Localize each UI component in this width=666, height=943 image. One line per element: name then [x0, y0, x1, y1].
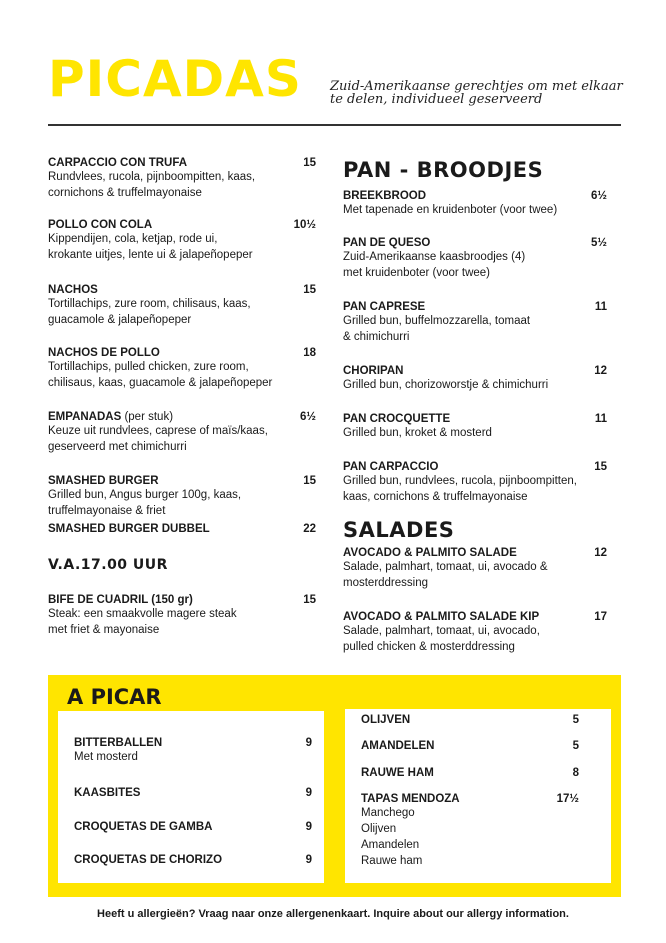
menu-item — [361, 714, 579, 726]
menu-subtitle: Zuid-Amerikaanse gerechtjes om met elkaar te delen, individueel geserveerd — [330, 79, 623, 107]
menu-item — [361, 767, 579, 779]
menu-item — [74, 821, 312, 833]
item-name: CARPACCIO CON TRUFA — [48, 157, 188, 169]
item-desc: Manchego — [361, 807, 415, 819]
item-desc: cornichons & truffelmayonaise — [48, 187, 202, 199]
menu-item — [48, 475, 316, 519]
picar-title: A PICAR — [67, 685, 162, 709]
picar-section — [48, 675, 621, 897]
menu-title: PICADAS — [48, 50, 302, 108]
item-desc: Tortillachips, zure room, chilisaus, kaas, — [48, 298, 251, 310]
item-desc: pulled chicken & mosterddressing — [343, 641, 515, 653]
item-desc: Grilled bun, Angus burger 100g, kaas, — [48, 489, 242, 501]
item-price: 5 — [572, 714, 579, 726]
item-name: EMPANADAS (per stuk) — [48, 411, 174, 423]
item-desc: kaas, cornichons & truffelmayonaise — [343, 491, 528, 503]
menu-item — [74, 787, 312, 799]
item-price: 9 — [305, 737, 312, 749]
salades-title: SALADES — [343, 518, 455, 542]
item-desc: guacamole & jalapeñopeper — [48, 314, 192, 326]
item-desc: Steak: een smaakvolle magere steak — [48, 608, 237, 620]
item-note: (per stuk) — [121, 411, 174, 423]
item-desc: Rauwe ham — [361, 855, 423, 867]
item-name: NACHOS — [48, 284, 98, 296]
item-desc: met friet & mayonaise — [48, 624, 160, 636]
menu-item — [74, 854, 312, 866]
item-price: 15 — [303, 594, 316, 606]
item-desc: Amandelen — [361, 839, 420, 851]
item-desc: Kippendijen, cola, ketjap, rode ui, — [48, 233, 218, 245]
broodjes-title: PAN - BROODJES — [343, 158, 544, 182]
item-name: SMASHED BURGER — [48, 475, 159, 487]
item-name: AVOCADO & PALMITO SALADE — [343, 547, 517, 559]
menu-item — [48, 411, 316, 455]
item-desc: Salade, palmhart, tomaat, ui, avocado, — [343, 625, 540, 637]
item-price: 9 — [305, 854, 312, 866]
item-desc: & chimichurri — [343, 331, 410, 343]
allergy-note: Heeft u allergieën? Vraag naar onze allergenenkaart. Inquire about our allergy information. — [97, 908, 569, 920]
menu-item — [343, 413, 607, 441]
item-name: PAN CARPACCIO — [343, 461, 439, 473]
item-desc: Grilled bun, kroket & mosterd — [343, 427, 492, 439]
item-name: BITTERBALLEN — [74, 737, 163, 749]
menu-item — [343, 461, 607, 505]
item-price: 17 — [594, 611, 607, 623]
item-price: 11 — [594, 413, 607, 425]
item-name: BREEKBROOD — [343, 190, 427, 202]
item-name: KAASBITES — [74, 787, 141, 799]
item-desc: Keuze uit rundvlees, caprese of maïs/kaas, — [48, 425, 268, 437]
item-price: 17½ — [556, 793, 579, 805]
item-name: OLIJVEN — [361, 714, 411, 726]
item-price: 12 — [594, 365, 607, 377]
item-desc: met kruidenboter (voor twee) — [343, 267, 491, 279]
item-price: 11 — [594, 301, 607, 313]
item-price: 22 — [303, 523, 316, 535]
menu-item — [48, 219, 316, 263]
item-price: 9 — [305, 821, 312, 833]
menu-item — [361, 740, 579, 752]
menu-item — [343, 301, 607, 345]
item-name: PAN DE QUESO — [343, 237, 431, 249]
item-name: NACHOS DE POLLO — [48, 347, 160, 359]
item-desc: Grilled bun, rundvlees, rucola, pijnboompitten, — [343, 475, 577, 487]
item-desc: Grilled bun, buffelmozzarella, tomaat — [343, 315, 531, 327]
picar-left-panel — [58, 711, 324, 883]
item-price: 18 — [303, 347, 316, 359]
item-name: POLLO CON COLA — [48, 219, 153, 231]
item-desc: geserveerd met chimichurri — [48, 441, 187, 453]
item-desc: Salade, palmhart, tomaat, ui, avocado & — [343, 561, 548, 573]
menu-item — [343, 365, 607, 393]
menu-item — [48, 157, 316, 201]
menu-item — [74, 737, 312, 765]
item-price: 6½ — [591, 190, 607, 202]
item-price: 5½ — [591, 237, 607, 249]
evening-heading: V.A.17.00 UUR — [48, 557, 168, 573]
item-desc: Tortillachips, pulled chicken, zure room, — [48, 361, 249, 373]
item-desc: chilisaus, kaas, guacamole & jalapeñopeper — [48, 377, 273, 389]
item-desc: krokante uitjes, lente ui & jalapeñopeper — [48, 249, 253, 261]
item-desc: Zuid-Amerikaanse kaasbroodjes (4) — [343, 251, 526, 263]
menu-item — [343, 611, 607, 655]
item-desc: Grilled bun, chorizoworstje & chimichurri — [343, 379, 549, 391]
item-price: 6½ — [300, 411, 316, 423]
item-price: 15 — [303, 284, 316, 296]
item-name: PAN CAPRESE — [343, 301, 426, 313]
item-price: 15 — [303, 157, 316, 169]
item-name: CHORIPAN — [343, 365, 404, 377]
item-desc: Met tapenade en kruidenboter (voor twee) — [343, 204, 558, 216]
item-name: CROQUETAS DE CHORIZO — [74, 854, 223, 866]
item-desc: truffelmayonaise & friet — [48, 505, 166, 517]
item-price: 12 — [594, 547, 607, 559]
item-desc: mosterddressing — [343, 577, 429, 589]
item-desc: Met mosterd — [74, 751, 138, 763]
menu-item — [48, 523, 316, 535]
item-name: BIFE DE CUADRIL (150 gr) — [48, 594, 193, 606]
item-price: 15 — [303, 475, 316, 487]
item-price: 9 — [305, 787, 312, 799]
menu-item — [343, 237, 607, 281]
item-price: 8 — [572, 767, 579, 779]
item-price: 5 — [572, 740, 579, 752]
header-divider — [48, 124, 621, 126]
menu-item — [343, 190, 607, 218]
menu-item — [343, 547, 607, 591]
item-desc: Olijven — [361, 823, 397, 835]
menu-item — [48, 347, 316, 391]
item-name: RAUWE HAM — [361, 767, 434, 779]
item-name: AVOCADO & PALMITO SALADE KIP — [343, 611, 540, 623]
item-name: SMASHED BURGER DUBBEL — [48, 523, 210, 535]
item-name: CROQUETAS DE GAMBA — [74, 821, 213, 833]
item-price: 15 — [594, 461, 607, 473]
menu-item — [48, 594, 316, 638]
item-name: TAPAS MENDOZA — [361, 793, 460, 805]
item-name: PAN CROCQUETTE — [343, 413, 451, 425]
item-desc: Rundvlees, rucola, pijnboompitten, kaas, — [48, 171, 256, 183]
menu-item — [48, 284, 316, 328]
menu-item — [361, 793, 579, 869]
item-price: 10½ — [293, 219, 316, 231]
picar-right-panel — [345, 709, 611, 883]
item-name: AMANDELEN — [361, 740, 435, 752]
